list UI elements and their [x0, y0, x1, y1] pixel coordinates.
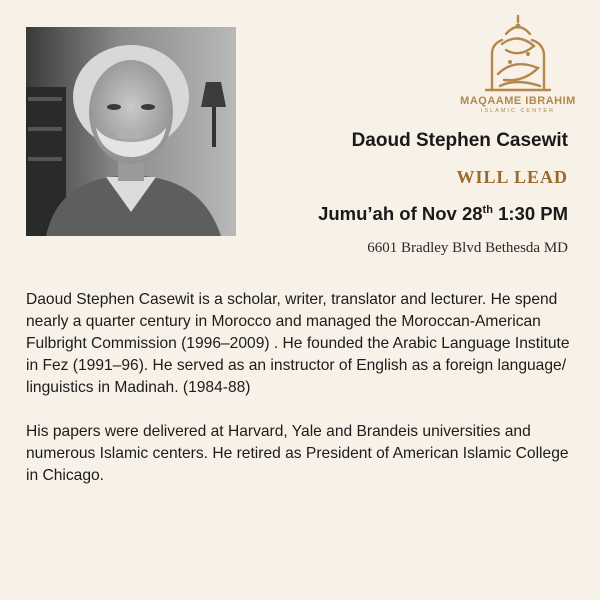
logo-subtitle: ISLAMIC CENTER: [480, 108, 556, 114]
speaker-photo: [26, 27, 236, 236]
bio-paragraph-2: His papers were delivered at Harvard, Yale and Brandeis universities and numerous Islamic centers. He retired as President of American Islamic College in Chicago.: [26, 423, 569, 484]
will-lead-label: WILL LEAD: [456, 167, 568, 187]
speaker-portrait-image: [26, 27, 236, 236]
event-time: 1:30 PM: [498, 203, 568, 224]
event-date: Jumu’ah of Nov 28: [318, 203, 483, 224]
event-date-suffix: th: [482, 203, 493, 216]
speaker-bio: [26, 289, 576, 509]
bio-paragraph-1: Daoud Stephen Casewit is a scholar, writer, translator and lecturer. He spend nearly a quarter century in Morocco and managed the Moroccan-American Fulbright Commission (1996–2009) . He founded the Arabic Language Institute in Fez (1991–96). He served as an instructor of English as a foreign language/ linguistics in Madinah. (1984-88): [26, 291, 570, 396]
event-address: 6601 Bradley Blvd Bethesda MD: [367, 240, 568, 256]
event-date-time: [318, 203, 568, 225]
logo-title: MAQAAME IBRAHIM: [460, 95, 576, 107]
speaker-name: Daoud Stephen Casewit: [351, 130, 568, 151]
